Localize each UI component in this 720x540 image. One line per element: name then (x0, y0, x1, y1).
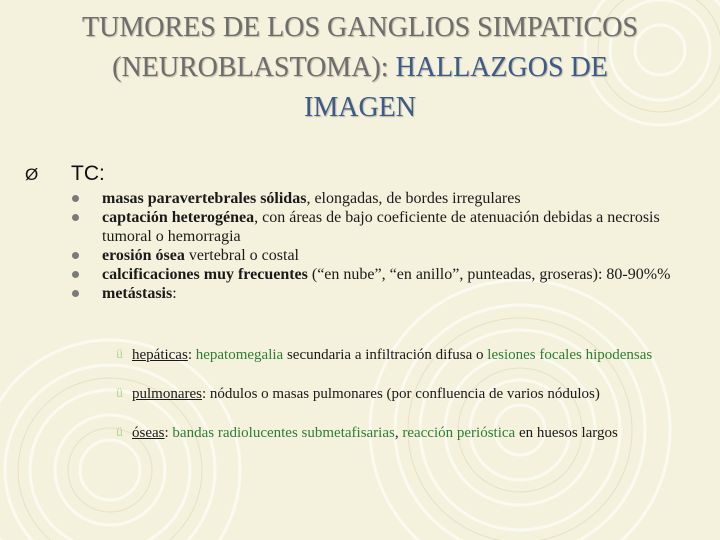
title-line-1: TUMORES DE LOS GANGLIOS SIMPATICOS (82, 12, 638, 43)
sub-item-colon: : (201, 386, 210, 402)
item-text: vertebral o costal (184, 247, 299, 264)
title-line-2 (20, 48, 700, 88)
bullet-dot-icon (72, 252, 79, 259)
title-line-3: IMAGEN (304, 92, 416, 123)
arrow-bullet-icon: Ø (25, 165, 39, 184)
check-icon: ü (116, 425, 123, 440)
list-item (102, 265, 682, 284)
item-text: , elongadas, de bordes irregulares (306, 190, 521, 207)
item-bold: calcificaciones muy frecuentes (102, 266, 308, 283)
slide-title (20, 8, 700, 128)
sub-item-oseas (116, 424, 688, 442)
section-label: TC: (71, 162, 105, 185)
findings-list (102, 189, 682, 303)
sub-item-hepaticas (116, 346, 688, 364)
bullet-dot-icon (72, 290, 79, 297)
sub-item-text: nódulos o masas pulmonares (por confluencia de varios nódulos) (209, 386, 600, 402)
sub-item-text: secundaria a infiltración difusa o (283, 347, 488, 363)
item-text: , con áreas de bajo coeficiente de atenuación debidas a necrosis tumoral o hemorragia (102, 209, 660, 245)
check-icon: ü (116, 386, 123, 401)
sub-item-label: óseas (132, 425, 165, 441)
list-item (102, 208, 682, 246)
sub-item-green-1: hepatomegalia (195, 347, 284, 363)
sub-item-green-2: reacción perióstica (402, 425, 516, 441)
sub-item-text: , (394, 425, 403, 441)
bullet-dot-icon (72, 195, 79, 202)
sub-item-green-1: bandas radiolucentes submetafisarias (172, 425, 395, 441)
item-bold: erosión ósea (102, 247, 185, 264)
title-line-2a: (NEUROBLASTOMA): (112, 52, 389, 83)
item-bold: metástasis (102, 285, 173, 302)
list-item (102, 284, 682, 303)
item-text: : (172, 285, 177, 302)
list-item (102, 246, 682, 265)
title-line-2b: HALLAZGOS DE (388, 52, 608, 83)
sub-item-pulmonares (116, 385, 688, 403)
list-item (102, 189, 682, 208)
sub-item-colon: : (164, 425, 173, 441)
sub-item-colon: : (187, 347, 196, 363)
bullet-dot-icon (72, 271, 79, 278)
sub-item-label: pulmonares (132, 386, 202, 402)
item-bold: masas paravertebrales sólidas (102, 190, 307, 207)
sub-item-label: hepáticas (132, 347, 188, 363)
item-text: (“en nube”, “en anillo”, punteadas, groseras): 80-90%% (307, 266, 671, 283)
section-heading (25, 162, 105, 186)
sub-item-green-2: lesiones focales hipodensas (487, 347, 653, 363)
check-icon: ü (116, 347, 123, 362)
item-bold: captación heterogénea (102, 209, 255, 226)
bullet-dot-icon (72, 214, 79, 221)
sub-item-end: en huesos largos (515, 425, 618, 441)
